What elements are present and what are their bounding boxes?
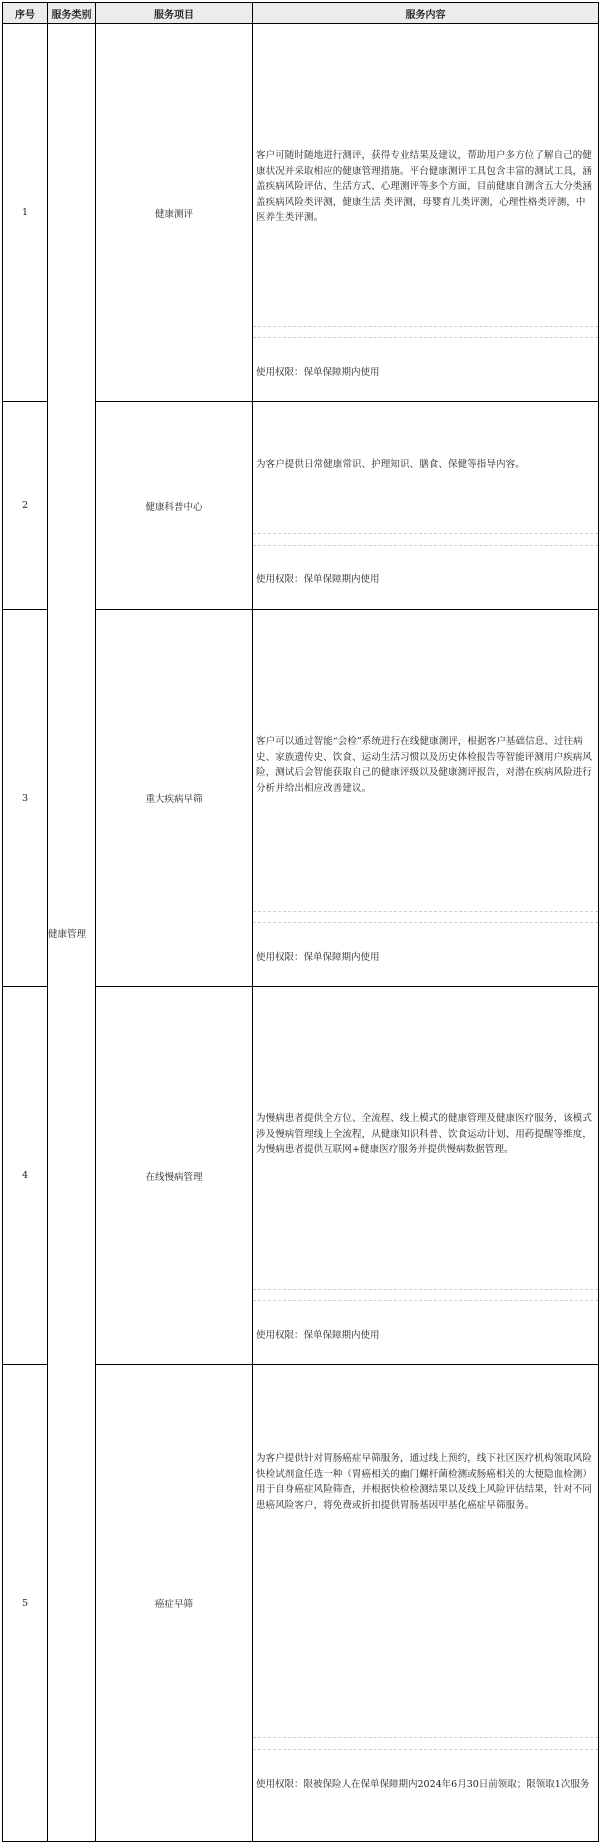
header-no: 序号 — [3, 3, 48, 24]
row-divider — [253, 326, 598, 327]
service-description: 客户可以通过智能“会检”系统进行在线健康测评，根据客户基础信息、过往病史、家族遗传史、饮食、运动生活习惯以及历史体检报告等智能评测用户疾病风险，测试后会智能获取自己的健康评级以及健康测评报告，对潜在疾病风险进行分析并给出相应改善建议。 — [256, 736, 593, 794]
row-number: 1 — [3, 24, 48, 402]
row-divider — [253, 533, 598, 534]
service-content-cell — [253, 987, 599, 1365]
row-divider — [253, 922, 598, 923]
service-category: 健康管理 — [48, 24, 96, 1842]
service-item: 癌症早筛 — [96, 1365, 253, 1842]
row-divider — [253, 1300, 598, 1301]
service-content-cell — [253, 610, 599, 987]
table-row — [3, 24, 599, 402]
header-row — [3, 3, 599, 24]
usage-rights: 使用权限：保单保障期内使用 — [256, 952, 380, 963]
row-divider — [253, 545, 598, 546]
usage-rights: 使用权限：保单保障期内使用 — [256, 574, 380, 585]
service-description: 客户可随时随地进行测评，获得专业结果及建议，帮助用户多方位了解自己的健康状况并采取相应的健康管理措施。平台健康测评工具包含丰富的测试工具，涵盖疾病风险评估、生活方式、心理测评等多个方面，目前健康自测含五大分类涵盖疾病风险类评测，健康生活 类评测，母婴育儿类评测，心理性格类评测，中医养生类评测。 — [256, 150, 593, 223]
row-divider — [253, 1289, 598, 1290]
header-category: 服务类别 — [48, 3, 96, 24]
service-description: 为慢病患者提供全方位、全流程、线上模式的健康管理及健康医疗服务，该模式涉及慢病管理线上全流程，从健康知识科普、饮食运动计划、用药提醒等维度，为慢病患者提供互联网+健康医疗服务并提供慢病数据管理。 — [256, 1113, 593, 1155]
row-divider — [253, 911, 598, 912]
service-description: 为客户提供日常健康常识、护理知识、膳食、保健等指导内容。 — [256, 459, 525, 470]
row-number: 5 — [3, 1365, 48, 1842]
service-description: 为客户提供针对胃肠癌症早筛服务，通过线上预约，线下社区医疗机构领取风险快检试剂盒任选一种（胃癌相关的幽门螺杆菌检测或肠癌相关的大便隐血检测）用于自身癌症风险筛查，并根据快检检测结果以及线上风险评估结果，针对不同患癌风险客户，将免费或折扣提供胃肠基因甲基化癌症早筛服务。 — [256, 1453, 593, 1511]
header-item: 服务项目 — [96, 3, 253, 24]
row-divider — [253, 1749, 598, 1750]
row-divider — [253, 1737, 598, 1738]
service-content-cell — [253, 1365, 599, 1842]
service-item: 健康测评 — [96, 24, 253, 402]
service-item: 重大疾病早筛 — [96, 610, 253, 987]
row-number: 3 — [3, 610, 48, 987]
row-divider — [253, 337, 598, 338]
usage-rights: 使用权限：保单保障期内使用 — [256, 1330, 380, 1341]
service-content-cell — [253, 24, 599, 402]
usage-rights: 使用权限：保单保障期内使用 — [256, 367, 380, 378]
row-number: 4 — [3, 987, 48, 1365]
row-number: 2 — [3, 402, 48, 610]
service-item: 健康科普中心 — [96, 402, 253, 610]
header-content: 服务内容 — [253, 3, 599, 24]
service-item: 在线慢病管理 — [96, 987, 253, 1365]
usage-rights: 使用权限：限被保险人在保单保障期内2024年6月30日前领取；限领取1次服务 — [256, 1779, 590, 1790]
service-content-cell — [253, 402, 599, 610]
service-table — [2, 2, 599, 1842]
